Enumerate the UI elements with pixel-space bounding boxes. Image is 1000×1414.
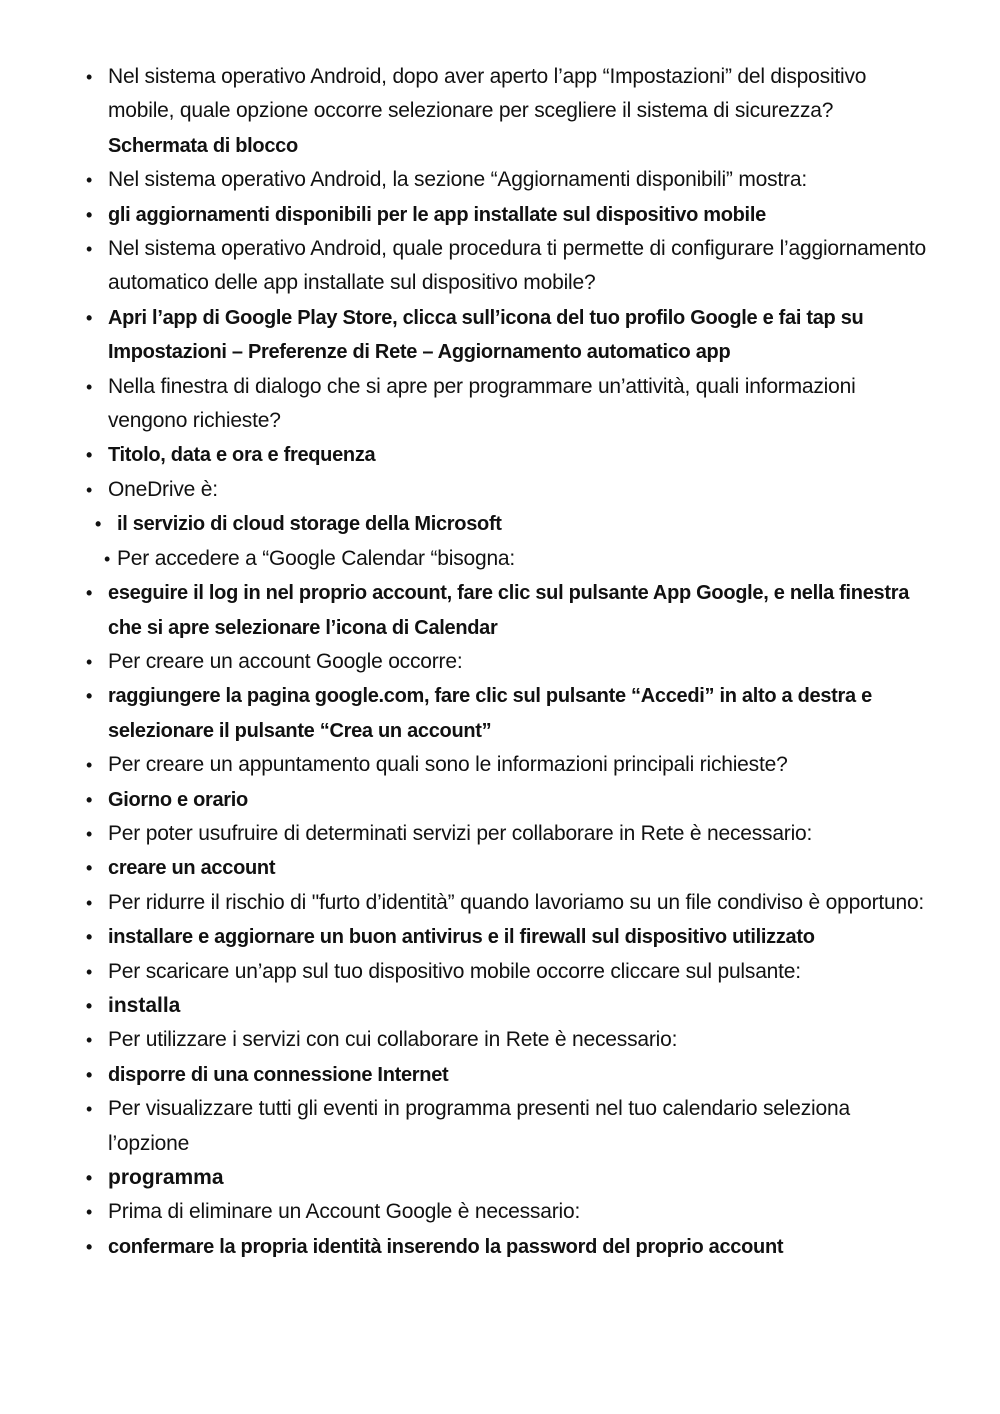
bullet-icon: • — [85, 686, 92, 707]
question-item — [0, 955, 1000, 989]
bullet-icon: • — [85, 376, 93, 397]
question-answer-list — [0, 60, 1000, 1264]
bullet-icon: • — [94, 514, 101, 535]
question-text: Per utilizzare i servizi con cui collaborare in Rete è necessario: — [108, 1028, 678, 1052]
question-text: Prima di eliminare un Account Google è necessario: — [108, 1200, 581, 1224]
answer-text: raggiungere la pagina google.com, fare clic sul pulsante “Accedi” in alto a destra e selezionare il pulsante “Crea un account” — [108, 685, 872, 742]
bullet-icon: • — [103, 548, 111, 569]
bullet-icon: • — [85, 204, 92, 225]
question-text: Per ridurre il rischio di "furto d’identità” quando lavoriamo su un file condiviso è opportuno: — [108, 890, 925, 914]
answer-text: gli aggiornamenti disponibili per le app installate sul dispositivo mobile — [108, 203, 766, 226]
bullet-icon: • — [85, 995, 93, 1016]
answer-text: confermare la propria identità inserendo la password del proprio account — [108, 1235, 784, 1258]
question-item — [0, 232, 1000, 301]
answer-text: disporre di una connessione Internet — [108, 1063, 449, 1086]
answer-text: Schermata di blocco — [108, 134, 298, 157]
answer-item — [0, 783, 1000, 817]
bullet-icon: • — [85, 1236, 92, 1257]
answer-text: Apri l’app di Google Play Store, clicca sull’icona del tuo profilo Google e fai tap su Impostazioni – Preferenze di Rete – Aggiornamento automatico app — [108, 306, 864, 364]
bullet-icon: • — [85, 789, 92, 810]
question-text: Per creare un appuntamento quali sono le informazioni principali richieste? — [108, 753, 788, 777]
answer-text: installare e aggiornare un buon antivirus e il firewall sul dispositivo utilizzato — [108, 926, 815, 949]
question-item — [0, 1023, 1000, 1057]
bullet-icon: • — [85, 1168, 93, 1188]
question-text: Per visualizzare tutti gli eventi in programma presenti nel tuo calendario seleziona l’opzione — [108, 1097, 850, 1155]
bullet-icon: • — [85, 1099, 93, 1120]
question-text: OneDrive è: — [108, 477, 218, 501]
question-item — [0, 542, 1000, 576]
question-text: Nel sistema operativo Android, dopo aver aperto l’app “Impostazioni” del dispositivo mobile, quale opzione occorre selezionare per scegliere il sistema di sicurezza? — [108, 65, 867, 123]
answer-text: Giorno e orario — [108, 788, 248, 811]
question-item — [0, 817, 1000, 851]
bullet-icon: • — [85, 823, 93, 844]
question-text: Per poter usufruire di determinati servizi per collaborare in Rete è necessario: — [108, 821, 813, 845]
bullet-icon: • — [85, 651, 93, 672]
question-item — [0, 748, 1000, 782]
bullet-icon: • — [85, 170, 93, 191]
bullet-icon: • — [85, 67, 93, 87]
answer-text: Titolo, data e ora e frequenza — [108, 444, 376, 467]
question-item — [0, 886, 1000, 920]
question-item — [0, 473, 1000, 507]
question-text: Per accedere a “Google Calendar “bisogna: — [117, 546, 516, 570]
question-item — [0, 163, 1000, 197]
answer-item — [0, 679, 1000, 748]
answer-item — [0, 1058, 1000, 1092]
bullet-icon: • — [85, 858, 92, 879]
bullet-icon: • — [85, 1202, 93, 1223]
question-item — [0, 1092, 1000, 1161]
answer-item — [0, 438, 1000, 472]
bullet-icon: • — [85, 755, 93, 776]
answer-item — [0, 507, 1000, 541]
answer-text: il servizio di cloud storage della Microsoft — [117, 513, 502, 536]
answer-item — [0, 576, 1000, 645]
question-item — [0, 370, 1000, 439]
bullet-icon: • — [85, 1030, 93, 1051]
question-text: Per scaricare un’app sul tuo dispositivo mobile occorre cliccare sul pulsante: — [108, 959, 801, 983]
bullet-icon: • — [85, 445, 92, 466]
answer-item — [0, 198, 1000, 232]
bullet-icon: • — [85, 239, 93, 260]
bullet-icon: • — [85, 927, 92, 948]
answer-item — [0, 851, 1000, 885]
question-item — [0, 645, 1000, 679]
question-item — [0, 1195, 1000, 1229]
question-text: Per creare un account Google occorre: — [108, 649, 463, 673]
answer-text: programma — [108, 1166, 224, 1189]
question-text: Nel sistema operativo Android, quale procedura ti permette di configurare l’aggiornamento automatico delle app installate sul dispositivo mobile? — [108, 237, 927, 295]
answer-text: installa — [108, 993, 181, 1017]
bullet-icon: • — [85, 583, 92, 604]
bullet-icon: • — [85, 1064, 92, 1085]
answer-text: eseguire il log in nel proprio account, fare clic sul pulsante App Google, e nella finestra che si apre selezionare l’icona di Calendar — [108, 582, 910, 639]
answer-text: creare un account — [108, 857, 276, 880]
bullet-icon: • — [85, 307, 92, 328]
answer-item — [0, 989, 1000, 1023]
question-text: Nel sistema operativo Android, la sezione “Aggiornamenti disponibili” mostra: — [108, 168, 807, 192]
document-page — [0, 60, 1000, 1264]
answer-item — [0, 1161, 1000, 1195]
bullet-icon: • — [85, 961, 93, 982]
bullet-icon: • — [85, 479, 93, 500]
question-text: Nella finestra di dialogo che si apre per programmare un’attività, quali informazioni vengono richieste? — [108, 374, 856, 433]
question-item — [0, 60, 1000, 163]
answer-item — [0, 920, 1000, 954]
answer-item — [0, 1230, 1000, 1264]
answer-item — [0, 301, 1000, 370]
bullet-icon: • — [85, 892, 93, 913]
